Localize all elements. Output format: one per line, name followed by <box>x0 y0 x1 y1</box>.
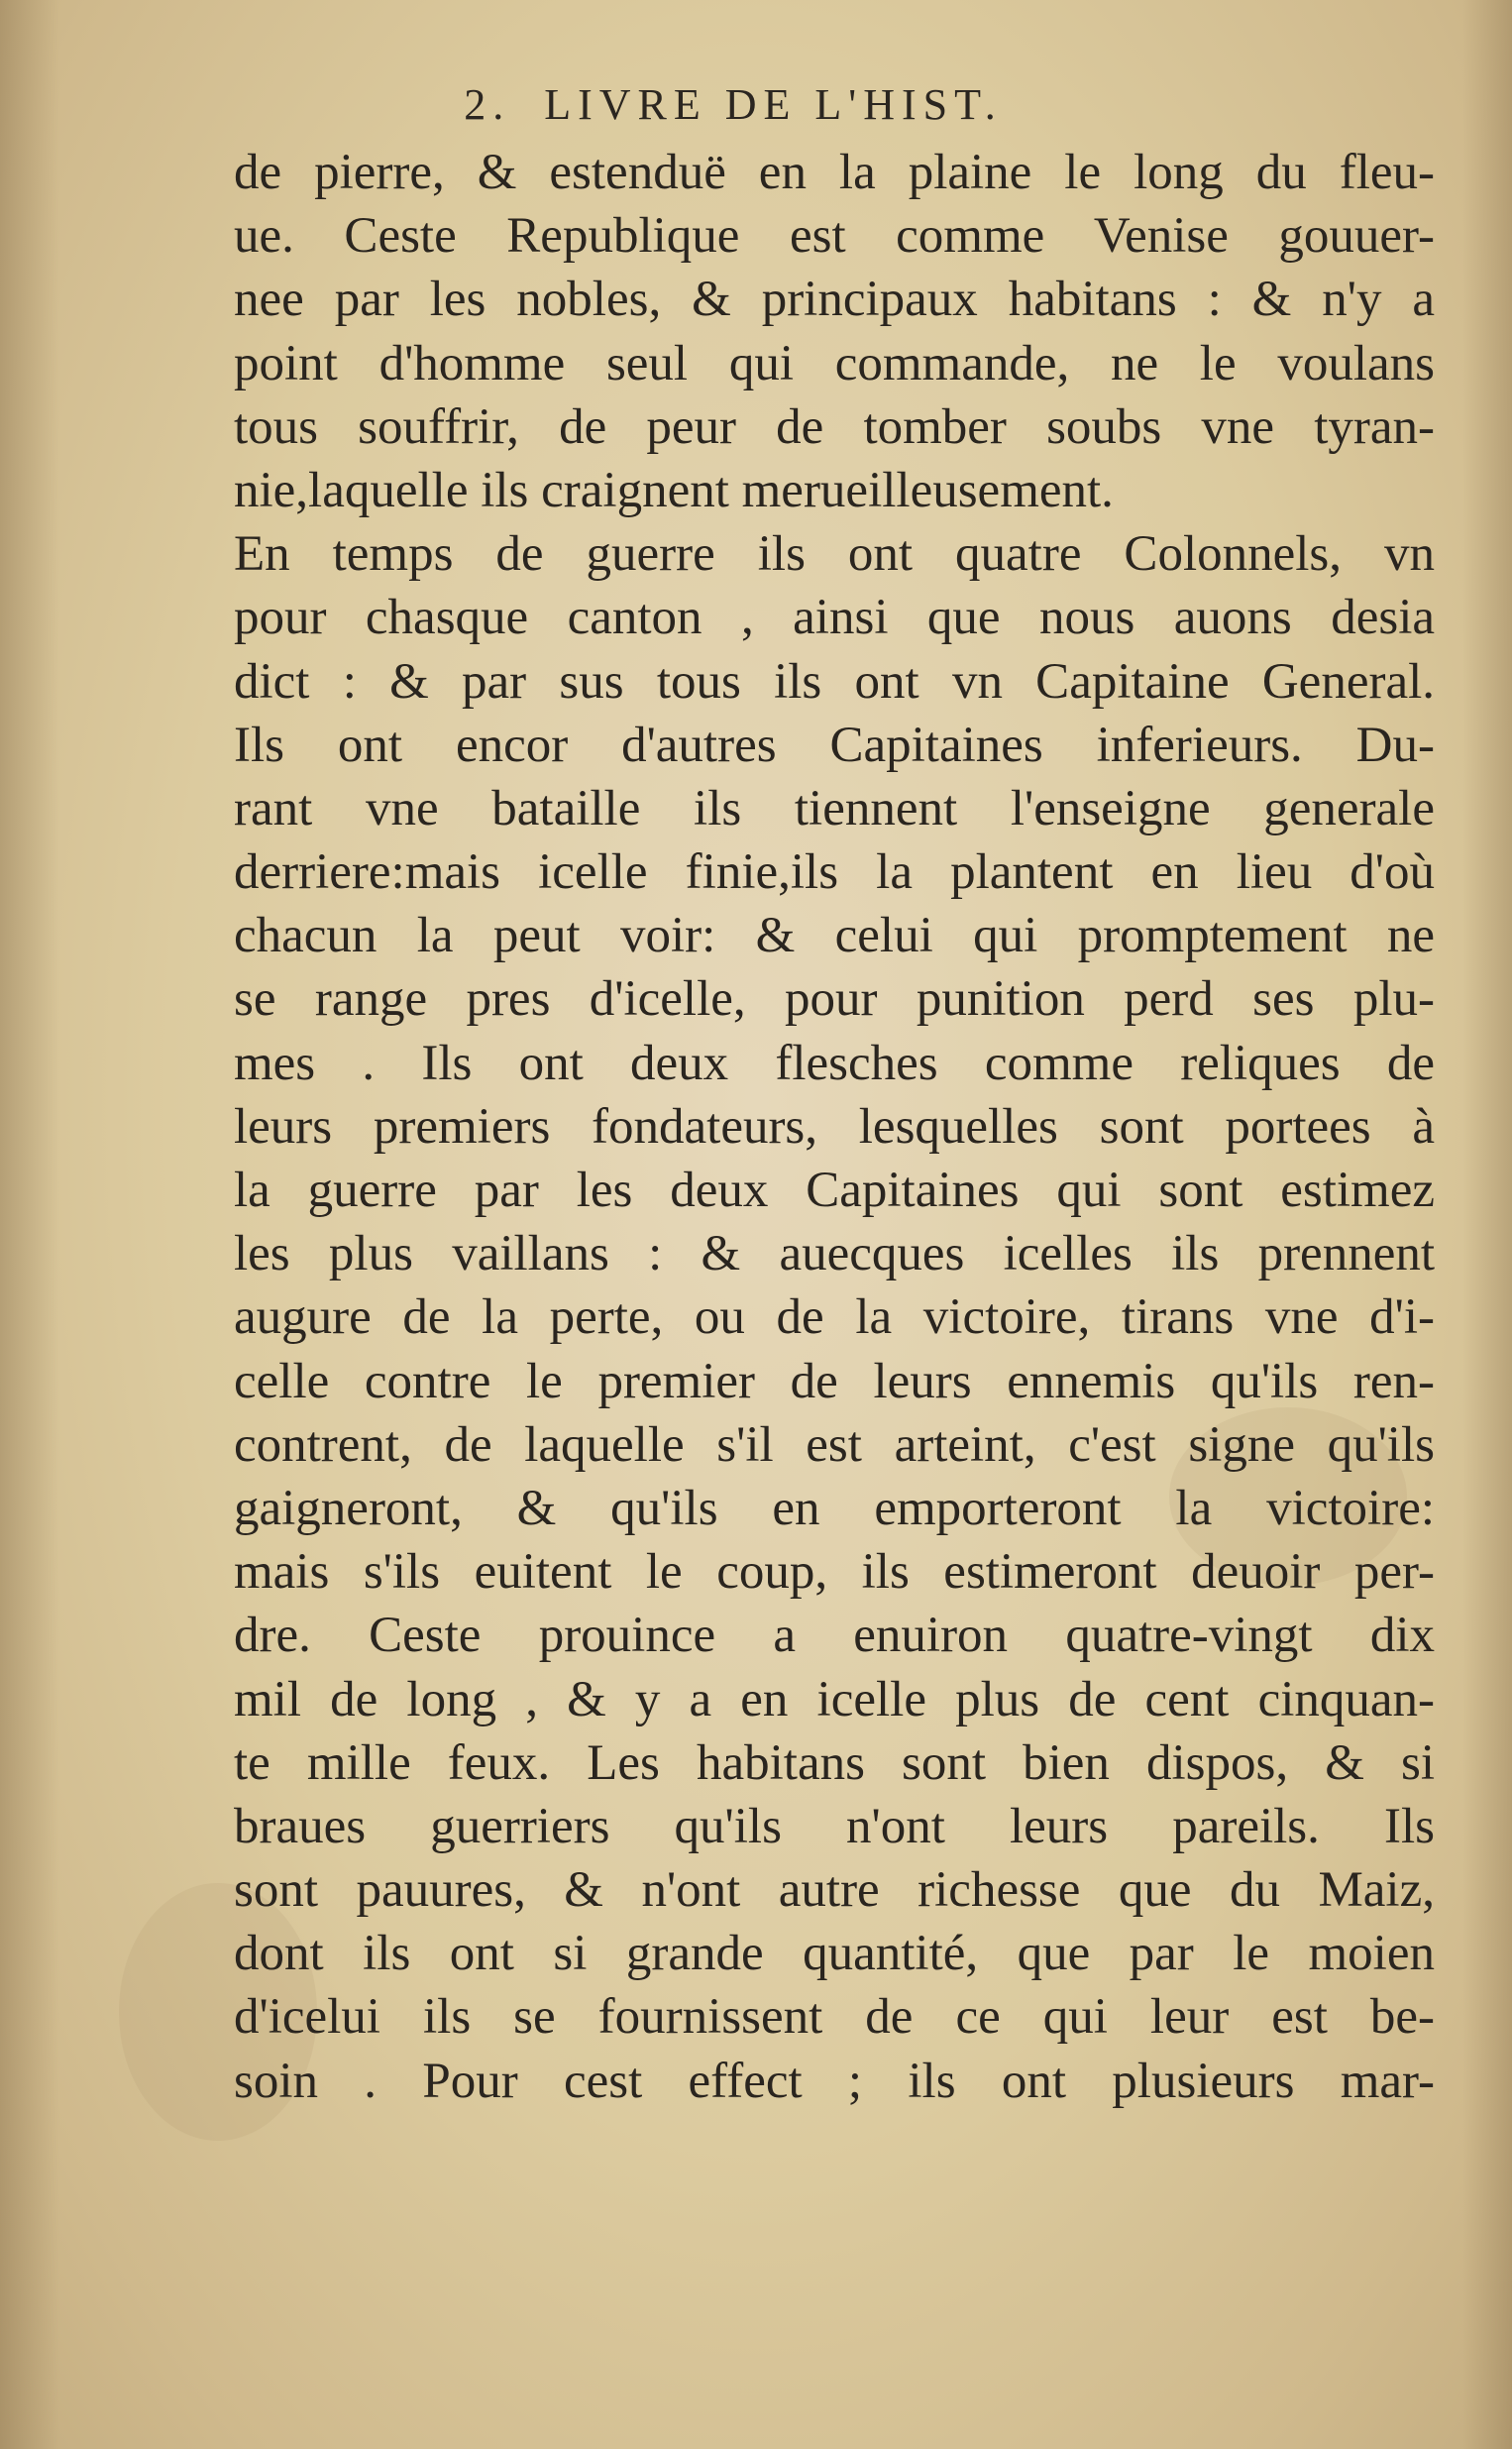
text-line: En temps de guerre ils ont quatre Colonnels, vn <box>234 526 1435 583</box>
page-edge-shadow-left <box>0 0 59 2449</box>
running-title: LIVRE DE L'HIST. <box>544 80 1003 129</box>
text-line: de pierre, & estenduë en la plaine le long du fleu- <box>234 145 1435 200</box>
text-line: chacun la peut voir: & celui qui promptement ne <box>234 908 1435 964</box>
text-line: point d'homme seul qui commande, ne le voulans <box>234 335 1435 391</box>
text-line: augure de la perte, ou de la victoire, tirans vne d'i- <box>234 1289 1435 1346</box>
text-line: leurs premiers fondateurs, lesquelles sont portees à <box>234 1098 1435 1155</box>
text-line: dre. Ceste prouince a enuiron quatre-vingt dix <box>234 1608 1435 1664</box>
text-line: dont ils ont si grande quantité, que par le moien <box>234 1926 1435 1982</box>
text-line: mes . Ils ont deux flesches comme reliques de <box>234 1035 1435 1091</box>
page-edge-shadow-right <box>1462 0 1512 2449</box>
text-line: mil de long , & y a en icelle plus de cent cinquan- <box>234 1671 1435 1727</box>
running-head <box>238 79 1229 139</box>
text-line: derriere:mais icelle finie,ils la plantent en lieu d'où <box>234 844 1435 901</box>
text-line: la guerre par les deux Capitaines qui sont estimez <box>234 1163 1435 1218</box>
text-line: dict : & par sus tous ils ont vn Capitaine General. <box>234 653 1435 710</box>
text-line: contrent, de laquelle s'il est arteint, c'est signe qu'ils <box>234 1416 1435 1473</box>
text-line: braues guerriers qu'ils n'ont leurs pareils. Ils <box>234 1798 1435 1854</box>
body-text <box>234 141 1435 2113</box>
text-line: rant vne bataille ils tiennent l'enseigne generale <box>234 780 1435 836</box>
text-line: soin . Pour cest effect ; ils ont plusieurs mar- <box>234 2053 1435 2109</box>
text-line: gaigneront, & qu'ils en emporteront la victoire: <box>234 1480 1435 1536</box>
text-line: sont pauures, & n'ont autre richesse que du Maiz, <box>234 1862 1435 1919</box>
text-line: d'icelui ils se fournissent de ce qui leur est be- <box>234 1989 1435 2046</box>
text-line: pour chasque canton , ainsi que nous auons desia <box>234 590 1435 646</box>
text-line: nie,laquelle ils craignent merueilleusement. <box>234 462 1114 518</box>
text-line: mais s'ils euitent le coup, ils estimeront deuoir per- <box>234 1544 1435 1601</box>
text-line: ue. Ceste Republique est comme Venise gouuer- <box>234 208 1435 265</box>
text-line: nee par les nobles, & principaux habitans : & n'y a <box>234 272 1435 328</box>
text-line: les plus vaillans : & auecques icelles ils prennent <box>234 1226 1435 1282</box>
text-line: celle contre le premier de leurs ennemis qu'ils ren- <box>234 1353 1435 1409</box>
text-line: te mille feux. Les habitans sont bien dispos, & si <box>234 1734 1435 1791</box>
page-number: 2. <box>464 80 511 129</box>
text-line: se range pres d'icelle, pour punition perd ses plu- <box>234 971 1435 1028</box>
text-line: tous souffrir, de peur de tomber soubs vne tyran- <box>234 398 1435 455</box>
text-line: Ils ont encor d'autres Capitaines inferieurs. Du- <box>234 717 1435 773</box>
